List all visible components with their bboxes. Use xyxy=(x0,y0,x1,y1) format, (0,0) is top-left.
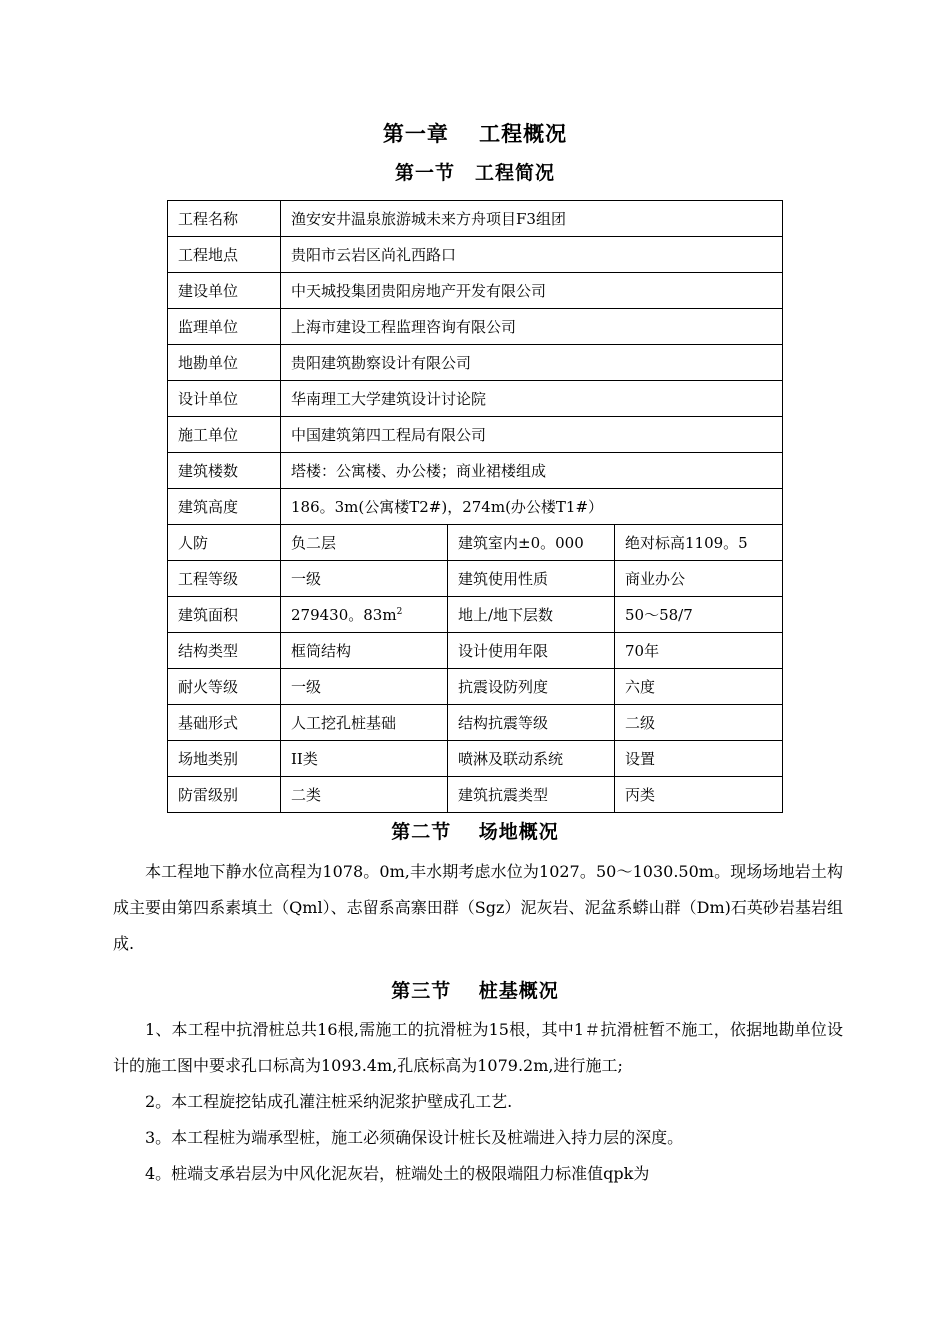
list-item: 4。桩端支承岩层为中风化泥灰岩，桩端处土的极限端阻力标准值qpk为 xyxy=(145,1164,650,1183)
table-cell: 人工挖孔桩基础 xyxy=(281,705,448,741)
table-cell: 场地类别 xyxy=(168,741,281,777)
table-cell: 一级 xyxy=(281,669,448,705)
table-row xyxy=(168,597,783,633)
table-cell-value: 中天城投集团贵阳房地产开发有限公司 xyxy=(281,273,783,309)
table-cell: 商业办公 xyxy=(615,561,783,597)
list-item: 2。本工程旋挖钻成孔灌注桩采纳泥浆护壁成孔工艺. xyxy=(145,1092,513,1111)
table-row xyxy=(168,489,783,525)
table-cell-label: 建筑高度 xyxy=(168,489,281,525)
section-title-2: 第二节 场地概况 xyxy=(391,821,559,843)
table-cell: 50～58/7 xyxy=(615,597,783,633)
table-row xyxy=(168,345,783,381)
section-title-3: 第三节 桩基概况 xyxy=(391,980,559,1002)
table-cell xyxy=(281,597,448,633)
table-cell-label: 工程地点 xyxy=(168,237,281,273)
table-cell: 建筑室内±0。000 xyxy=(448,525,615,561)
table-cell: 70年 xyxy=(615,633,783,669)
table-cell: 工程等级 xyxy=(168,561,281,597)
table-row xyxy=(168,237,783,273)
table-cell-value: 华南理工大学建筑设计讨论院 xyxy=(281,381,783,417)
table-row xyxy=(168,273,783,309)
list-item: 1、本工程中抗滑桩总共16根,需施工的抗滑桩为15根，其中1＃抗滑桩暂不施工，依据地勘单位设计的施工图中要求孔口标高为1093.4m,孔底标高为1079.2m,进行施工; xyxy=(113,1020,843,1075)
table-row xyxy=(168,309,783,345)
table-cell-label: 建筑楼数 xyxy=(168,453,281,489)
table-cell-value: 贵阳市云岩区尚礼西路口 xyxy=(281,237,783,273)
project-info-table xyxy=(167,200,783,813)
table-cell: 丙类 xyxy=(615,777,783,813)
table-cell: 设计使用年限 xyxy=(448,633,615,669)
table-cell-value: 186。3m(公寓楼T2#)，274m(办公楼T1#） xyxy=(281,489,783,525)
table-cell: 框筒结构 xyxy=(281,633,448,669)
table-cell: 二类 xyxy=(281,777,448,813)
site-overview-paragraph: 本工程地下静水位高程为1078。0m,丰水期考虑水位为1027。50～1030.50m。现场场地岩土构成主要由第四系素填土（Qml）、志留系高寨田群（Sgz）泥灰岩、泥盆系蟒山群（Dm)石英砂岩基岩组成. xyxy=(113,862,843,953)
table-cell: 地上/地下层数 xyxy=(448,597,615,633)
table-row xyxy=(168,201,783,237)
table-row xyxy=(168,633,783,669)
table-cell: II类 xyxy=(281,741,448,777)
area-unit-superscript: 2 xyxy=(396,607,403,617)
table-cell: 人防 xyxy=(168,525,281,561)
table-cell: 耐火等级 xyxy=(168,669,281,705)
table-cell-label: 监理单位 xyxy=(168,309,281,345)
table-row xyxy=(168,741,783,777)
pile-overview-list xyxy=(113,1012,843,1192)
table-cell: 结构类型 xyxy=(168,633,281,669)
table-cell: 基础形式 xyxy=(168,705,281,741)
table-row xyxy=(168,453,783,489)
table-cell-value: 上海市建设工程监理咨询有限公司 xyxy=(281,309,783,345)
table-cell-value: 贵阳建筑勘察设计有限公司 xyxy=(281,345,783,381)
area-value: 279430。83m xyxy=(291,606,397,624)
table-cell: 建筑面积 xyxy=(168,597,281,633)
table-cell: 防雷级别 xyxy=(168,777,281,813)
section-title-1: 第一节 工程简况 xyxy=(394,162,555,184)
table-cell-label: 建设单位 xyxy=(168,273,281,309)
table-cell: 建筑使用性质 xyxy=(448,561,615,597)
table-cell: 绝对标高1109。5 xyxy=(615,525,783,561)
list-item: 3。本工程桩为端承型桩，施工必须确保设计桩长及桩端进入持力层的深度。 xyxy=(145,1128,684,1147)
table-cell: 二级 xyxy=(615,705,783,741)
table-cell: 建筑抗震类型 xyxy=(448,777,615,813)
table-cell-label: 设计单位 xyxy=(168,381,281,417)
table-cell-label: 地勘单位 xyxy=(168,345,281,381)
table-cell: 一级 xyxy=(281,561,448,597)
table-row xyxy=(168,525,783,561)
table-cell: 设置 xyxy=(615,741,783,777)
table-cell: 喷淋及联动系统 xyxy=(448,741,615,777)
table-row xyxy=(168,705,783,741)
table-cell-value: 中国建筑第四工程局有限公司 xyxy=(281,417,783,453)
table-cell: 抗震设防列度 xyxy=(448,669,615,705)
table-cell-label: 施工单位 xyxy=(168,417,281,453)
table-row xyxy=(168,417,783,453)
table-row xyxy=(168,777,783,813)
table-cell: 负二层 xyxy=(281,525,448,561)
table-cell: 六度 xyxy=(615,669,783,705)
table-row xyxy=(168,381,783,417)
table-cell-label: 工程名称 xyxy=(168,201,281,237)
table-row xyxy=(168,561,783,597)
chapter-title: 第一章 工程概况 xyxy=(382,121,568,146)
table-cell-value: 塔楼：公寓楼、办公楼；商业裙楼组成 xyxy=(281,453,783,489)
table-cell-value: 渔安安井温泉旅游城未来方舟项目F3组团 xyxy=(281,201,783,237)
table-row xyxy=(168,669,783,705)
table-cell: 结构抗震等级 xyxy=(448,705,615,741)
